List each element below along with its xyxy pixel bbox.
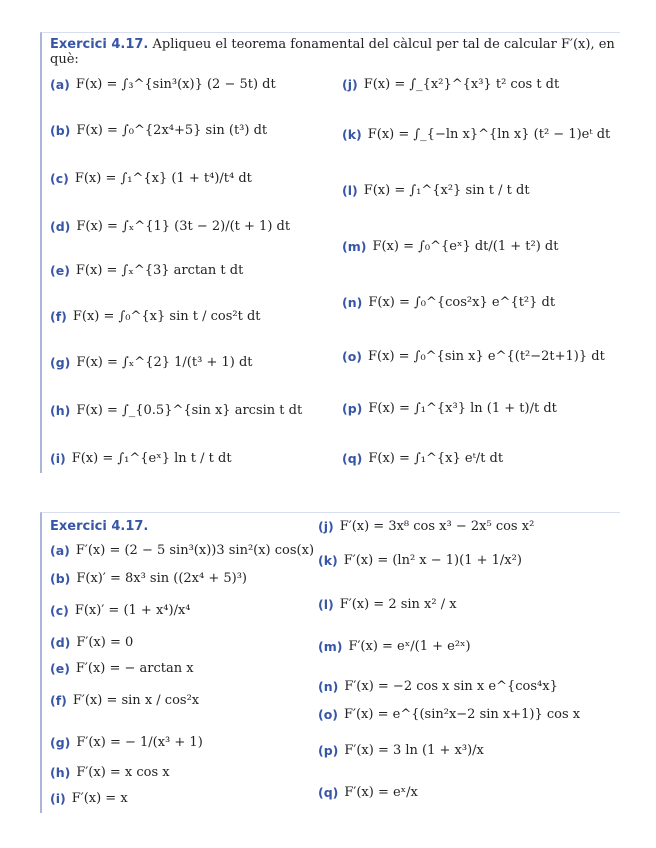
item-expression: F′(x) = − 1/(x³ + 1) [76,735,203,750]
item-label: (p) [342,401,363,416]
list-item [342,127,610,142]
list-item [50,355,252,370]
item-expression: F′(x) = sin x / cos²x [72,693,200,708]
item-expression: F′(x) = (2 − 5 sin³(x))3 sin²(x) cos(x) [75,543,315,558]
item-label: (h) [50,765,71,780]
list-item [50,543,314,558]
item-expression: F′(x) = eˣ/(1 + e²ˣ) [348,639,471,654]
list-item [318,679,558,694]
solution-heading [50,519,148,534]
exercise-heading [50,37,620,67]
item-expression: F′(x) = 2 sin x² / x [339,597,457,612]
solution-box [40,512,620,813]
item-expression: F′(x) = 0 [76,635,134,650]
item-label: (p) [318,743,339,758]
item-label: (c) [50,171,69,186]
item-expression: F(x) = ∫₀^{eˣ} dt/(1 + t²) dt [372,239,559,254]
item-label: (o) [318,707,339,722]
item-label: (h) [50,403,71,418]
item-label: (e) [50,661,70,676]
item-expression: F(x) = ∫₁^{x} eᵗ/t dt [368,451,504,466]
list-item [50,735,203,750]
item-expression: F(x) = ∫₁^{x} (1 + t⁴)/t⁴ dt [74,171,252,186]
item-label: (o) [342,349,363,364]
item-expression: F′(x) = 3 ln (1 + x³)/x [344,743,484,758]
list-item [342,183,530,198]
item-label: (b) [50,123,71,138]
item-expression: F(x) = ∫₀^{cos²x} e^{t²} dt [368,295,556,310]
list-item [50,791,128,806]
item-label: (c) [50,603,69,618]
list-item [50,661,194,676]
item-expression: F(x) = ∫_{x²}^{x³} t² cos t dt [363,77,560,92]
list-item [50,403,302,418]
list-item [50,603,191,618]
list-item [50,451,232,466]
list-item [342,349,605,364]
item-label: (j) [318,519,334,534]
item-expression: F(x)′ = 8x³ sin ((2x⁴ + 5)³) [76,571,247,586]
item-expression: F(x) = ∫₁^{x²} sin t / t dt [363,183,530,198]
list-item [318,707,580,722]
item-label: (j) [342,77,358,92]
item-label: (d) [50,219,71,234]
item-expression: F′(x) = x [71,791,128,806]
item-label: (d) [50,635,71,650]
item-expression: F(x) = ∫ₓ^{1} (3t − 2)/(t + 1) dt [76,219,291,234]
item-expression: F(x) = ∫₃^{sin³(x)} (2 − 5t) dt [75,77,276,92]
item-expression: F(x) = ∫_{−ln x}^{ln x} (t² − 1)eᵗ dt [367,127,611,142]
item-label: (l) [342,183,358,198]
item-label: (f) [50,693,67,708]
item-label: (m) [342,239,367,254]
list-item [50,571,247,586]
list-item [50,263,243,278]
list-item [50,219,290,234]
item-label: (n) [342,295,363,310]
list-item [318,639,471,654]
list-item [318,743,484,758]
list-item [50,309,261,324]
item-label: (k) [342,127,362,142]
item-label: (e) [50,263,70,278]
solution-label: Exercici 4.17. [50,519,149,534]
list-item [318,597,457,612]
item-expression: F′(x) = x cos x [76,765,170,780]
item-label: (i) [50,791,66,806]
list-item [318,519,534,534]
exercise-box [40,32,620,473]
item-label: (k) [318,553,338,568]
list-item [50,635,133,650]
item-expression: F(x) = ∫₀^{x} sin t / cos²t dt [72,309,261,324]
item-expression: F(x) = ∫₀^{2x⁴+5} sin (t³) dt [76,123,268,138]
list-item [342,239,558,254]
item-label: (n) [318,679,339,694]
item-expression: F′(x) = 3x⁸ cos x³ − 2x⁵ cos x² [339,519,535,534]
item-expression: F′(x) = eˣ/x [344,785,418,800]
list-item [50,693,199,708]
item-label: (g) [50,735,71,750]
item-label: (l) [318,597,334,612]
item-expression: F(x) = ∫ₓ^{3} arctan t dt [75,263,244,278]
item-expression: F(x) = ∫₀^{sin x} e^{(t²−2t+1)} dt [368,349,605,364]
item-expression: F(x) = ∫_{0.5}^{sin x} arcsin t dt [76,403,303,418]
item-label: (a) [50,77,70,92]
list-item [50,171,252,186]
item-expression: F(x)′ = (1 + x⁴)/x⁴ [74,603,191,618]
item-expression: F′(x) = (ln² x − 1)(1 + 1/x²) [343,553,522,568]
list-item [318,553,522,568]
item-label: (m) [318,639,343,654]
list-item [342,77,559,92]
item-label: (f) [50,309,67,324]
list-item [342,295,555,310]
item-label: (a) [50,543,70,558]
item-expression: F(x) = ∫₁^{x³} ln (1 + t)/t dt [368,401,557,416]
exercise-statement: Apliqueu el teorema fonamental del càlcul per tal de calcular F′(x), en què: [50,37,615,67]
item-label: (b) [50,571,71,586]
item-expression: F(x) = ∫₁^{eˣ} ln t / t dt [71,451,232,466]
item-label: (g) [50,355,71,370]
item-expression: F′(x) = −2 cos x sin x e^{cos⁴x} [344,679,558,694]
list-item [50,77,276,92]
list-item [318,785,418,800]
list-item [342,451,503,466]
list-item [50,123,267,138]
list-item [342,401,557,416]
exercise-label: Exercici 4.17. [50,37,149,52]
list-item [50,765,170,780]
item-label: (q) [318,785,339,800]
item-expression: F′(x) = e^{(sin²x−2 sin x+1)} cos x [344,707,581,722]
item-expression: F(x) = ∫ₓ^{2} 1/(t³ + 1) dt [76,355,253,370]
item-label: (i) [50,451,66,466]
item-label: (q) [342,451,363,466]
item-expression: F′(x) = − arctan x [75,661,194,676]
